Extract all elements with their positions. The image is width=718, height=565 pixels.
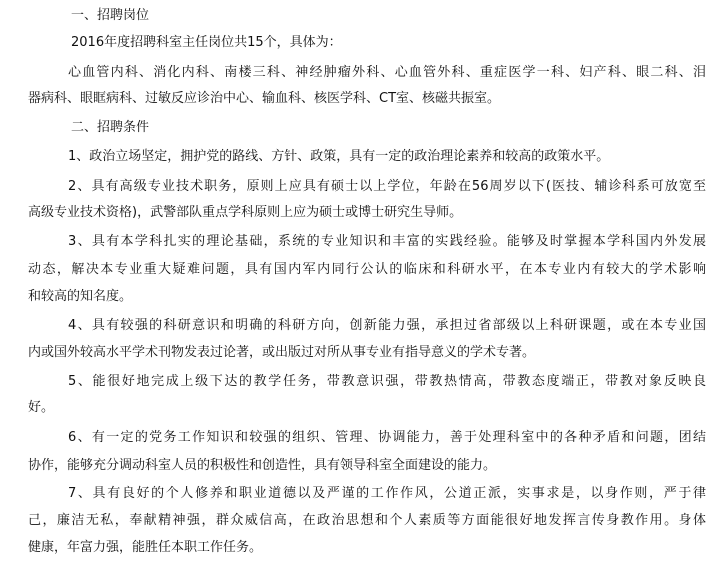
requirement-3-line-1: 3、具有本学科扎实的理论基础，系统的专业知识和丰富的实践经验。能够及时掌握本学科国内外发展: [68, 234, 706, 249]
section-heading-positions: 一、招聘岗位: [71, 8, 150, 23]
departments-list-line-2: 器病科、眼眶病科、过敏反应诊治中心、输血科、核医学科、CT室、核磁共振室。: [28, 91, 501, 106]
requirement-4-line-2: 内或国外较高水平学术刊物发表过论著，或出版过对所从事专业有指导意义的学术专著。: [28, 345, 536, 360]
requirement-7-line-3: 健康，年富力强，能胜任本职工作任务。: [28, 540, 263, 555]
positions-intro: 2016年度招聘科室主任岗位共15个，具体为：: [71, 35, 342, 50]
requirement-3-line-2: 动态，解决本专业重大疑难问题，具有国内军内同行公认的临床和科研水平，在本专业内有较大的学术影响: [28, 262, 706, 277]
requirement-7-line-1: 7、具有良好的个人修养和职业道德以及严谨的工作作风，公道正派，实事求是，以身作则，严于律: [68, 486, 706, 501]
requirement-6-line-2: 协作，能够充分调动科室人员的积极性和创造性，具有领导科室全面建设的能力。: [28, 458, 497, 473]
requirement-6-line-1: 6、有一定的党务工作知识和较强的组织、管理、协调能力，善于处理科室中的各种矛盾和问题，团结: [68, 430, 706, 445]
requirement-1-line-1: 1、政治立场坚定，拥护党的路线、方针、政策，具有一定的政治理论素养和较高的政策水平。: [68, 149, 610, 164]
requirement-2-line-2: 高级专业技术资格)，武警部队重点学科原则上应为硕士或博士研究生导师。: [28, 205, 463, 220]
requirement-3-line-3: 和较高的知名度。: [28, 289, 133, 304]
requirement-5-line-2: 好。: [28, 400, 55, 415]
departments-list-line-1: 心血管内科、消化内科、南楼三科、神经肿瘤外科、心血管外科、重症医学一科、妇产科、眼二科、泪: [68, 65, 706, 80]
requirement-4-line-1: 4、具有较强的科研意识和明确的科研方向，创新能力强，承担过省部级以上科研课题，或在本专业国: [68, 318, 706, 333]
section-heading-requirements: 二、招聘条件: [71, 120, 150, 135]
requirement-7-line-2: 己，廉洁无私，奉献精神强，群众威信高，在政治思想和个人素质等方面能很好地发挥言传身教作用。身体: [28, 513, 706, 528]
requirement-2-line-1: 2、具有高级专业技术职务，原则上应具有硕士以上学位，年龄在56周岁以下(医技、辅诊科系可放宽至: [68, 179, 706, 194]
requirement-5-line-1: 5、能很好地完成上级下达的教学任务，带教意识强，带教热情高，带教态度端正，带教对象反映良: [68, 374, 706, 389]
